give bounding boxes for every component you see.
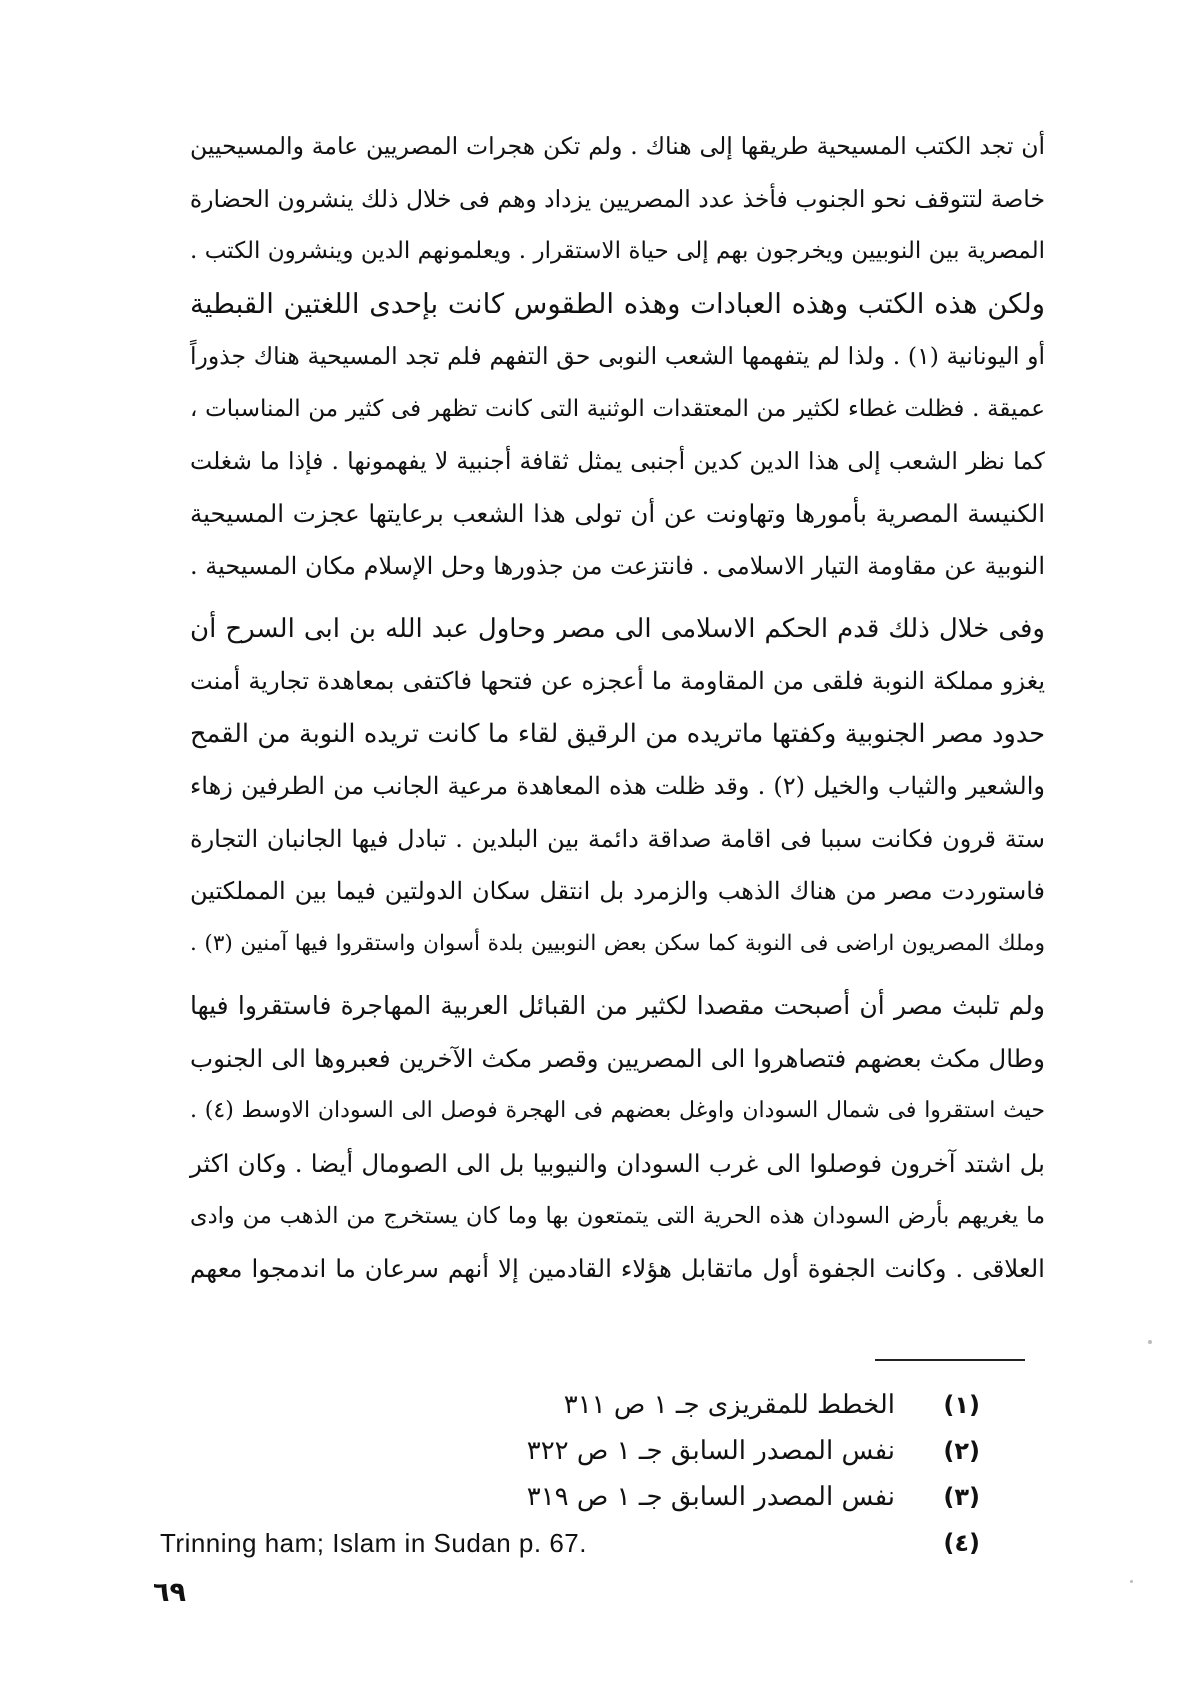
text-line: أن تجد الكتب المسيحية طريقها إلى هناك . ولم تكن هجرات المصريين عامة والمسيحيين xyxy=(190,132,1045,160)
text-line: ولكن هذه الكتب وهذه العبادات وهذه الطقوس كانت بإحدى اللغتين القبطية xyxy=(190,287,1045,320)
text-line: عميقة . فظلت غطاء لكثير من المعتقدات الوثنية التى كانت تظهر فى كثير من المناسبات ، xyxy=(190,395,1045,422)
text-line: يغزو مملكة النوبة فلقى من المقاومة ما أعجزه عن فتحها فاكتفى بمعاهدة تجارية أمنت xyxy=(190,667,1046,695)
footnote-separator xyxy=(875,1359,1025,1361)
text-line: ولم تلبث مصر أن أصبحت مقصدا لكثير من القبائل العربية المهاجرة فاستقروا فيها xyxy=(190,991,1045,1020)
text-line: العلاقى . وكانت الجفوة أول ماتقابل هؤلاء القادمين إلا أنهم سرعان ما اندمجوا معهم xyxy=(190,1253,1045,1283)
footnote-citation: Trinning ham; Islam in Sudan p. 67. xyxy=(160,1528,587,1558)
text-line: خاصة لتتوقف نحو الجنوب فأخذ عدد المصريين يزداد وهم فى خلال ذلك ينشرون الحضارة xyxy=(189,184,1045,213)
text-line: المصرية بين النوبيين ويخرجون بهم إلى حياة الاستقرار . ويعلمونهم الدين وينشرون الكتب . xyxy=(190,238,1045,264)
footnote-text: نفس المصدر السابق جـ ١ ص ٣١٩ xyxy=(526,1482,895,1512)
text-line: وفى خلال ذلك قدم الحكم الاسلامى الى مصر وحاول عبد الله بن ابى السرح أن xyxy=(190,613,1045,644)
text-line: النوبية عن مقاومة التيار الاسلامى . فانتزعت من جذورها وحل الإسلام مكان المسيحية . xyxy=(189,552,1045,580)
text-line: أو اليونانية (١) . ولذا لم يتفهمها الشعب النوبى حق التفهم فلم تجد المسيحية هناك جذوراً xyxy=(190,342,1045,370)
scan-speck xyxy=(1148,1340,1152,1344)
footnote xyxy=(160,1428,980,1474)
text-line: كما نظر الشعب إلى هذا الدين كدين أجنبى يمثل ثقافة أجنبية لا يفهمونها . فإذا ما شغلت xyxy=(190,447,1045,475)
page-number: ٦٩ xyxy=(153,1577,186,1608)
footnote xyxy=(160,1520,980,1566)
footnote-number: (٢) xyxy=(943,1437,980,1465)
footnote-number: (٣) xyxy=(943,1483,980,1511)
paragraph xyxy=(190,603,1045,971)
footnote xyxy=(160,1382,980,1428)
footnotes xyxy=(160,1382,980,1566)
text-line: الكنيسة المصرية بأمورها وتهاونت عن أن تولى هذا الشعب برعايتها عجزت المسيحية xyxy=(190,498,1045,528)
paragraph xyxy=(190,120,1045,593)
footnote-number: (٤) xyxy=(943,1529,980,1557)
footnote-number: (١) xyxy=(943,1391,980,1419)
text-line: وملك المصريون اراضى فى النوبة كما سكن بعض النوبيين بلدة أسوان واستقروا فيها آمنين (٣) . xyxy=(190,930,1046,956)
text-line: والشعير والثياب والخيل (٢) . وقد ظلت هذه المعاهدة مرعية الجانب من الطرفين زهاء xyxy=(190,772,1046,800)
text-line: فاستوردت مصر من هناك الذهب والزمرد بل انتقل سكان الدولتين فيما بين المملكتين xyxy=(190,877,1045,905)
footnote-text: نفس المصدر السابق جـ ١ ص ٣٢٢ xyxy=(526,1436,895,1466)
text-line: بل اشتد آخرون فوصلوا الى غرب السودان والنيوبيا بل الى الصومال أيضا . وكان اكثر xyxy=(190,1148,1045,1178)
scan-speck xyxy=(1130,1580,1133,1583)
paragraph xyxy=(190,980,1045,1295)
footnote xyxy=(160,1474,980,1520)
text-line: ستة قرون فكانت سببا فى اقامة صداقة دائمة بين البلدين . تبادل فيها الجانبان التجارة xyxy=(190,824,1045,853)
text-line: حدود مصر الجنوبية وكفتها ماتريده من الرقيق لقاء ما كانت تريده النوبة من القمح xyxy=(190,718,1046,749)
text-line: وطال مكث بعضهم فتصاهروا الى المصريين وقصر مكث الآخرين فعبروها الى الجنوب xyxy=(190,1043,1045,1073)
text-line: ما يغريهم بأرض السودان هذه الحرية التى يتمتعون بها وما كان يستخرج من الذهب من وادى xyxy=(190,1203,1045,1229)
body-text xyxy=(190,120,1045,1295)
footnote-text: الخطط للمقريزى جـ ١ ص ٣١١ xyxy=(563,1390,895,1420)
text-line: حيث استقروا فى شمال السودان واوغل بعضهم فى الهجرة فوصل الى السودان الاوسط (٤) . xyxy=(190,1098,1045,1123)
